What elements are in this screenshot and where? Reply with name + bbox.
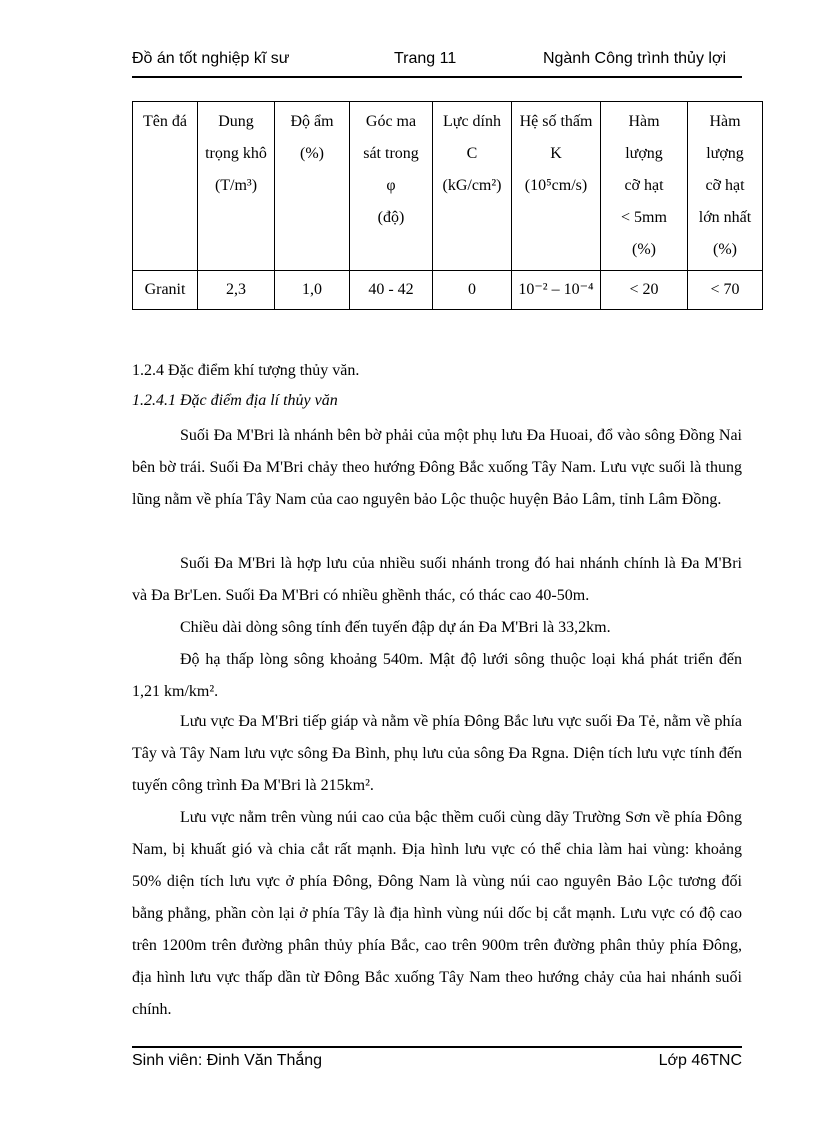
col-header-friction-angle: Góc ma sát trong φ (độ) [350, 102, 433, 271]
header-page-number: Trang 11 [394, 50, 457, 67]
rock-properties-table [132, 101, 763, 310]
paragraph-2: Suối Đa M'Bri là hợp lưu của nhiều suối nhánh trong đó hai nhánh chính là Đa M'Bri và Đa Br'Len. Suối Đa M'Bri có nhiều ghềnh thác, có thác cao 40-50m. [132, 555, 742, 604]
col-header-moisture: Độ ẩm (%) [275, 102, 350, 271]
cell-rock-type: Granit [133, 271, 198, 310]
paragraph-5: Lưu vực Đa M'Bri tiếp giáp và nằm về phía Đông Bắc lưu vực suối Đa Tẻ, nằm về phía Tây và Tây Nam lưu vực sông Đa Bình, phụ lưu của sông Đa Rgna. Diện tích lưu vực tính đến tuyến công trình Đa M'Bri là 215km². [132, 713, 742, 794]
subsection-heading: 1.2.4.1 Đặc điểm địa lí thủy văn [132, 392, 338, 409]
header-thesis-title: Đồ án tốt nghiệp kĩ sư [132, 50, 290, 67]
col-header-max-size: Hàm lượng cỡ hạt lớn nhất (%) [688, 102, 763, 271]
col-header-fine-content: Hàm lượng cỡ hạt < 5mm (%) [601, 102, 688, 271]
page-header [132, 50, 742, 74]
cell-friction-angle: 40 - 42 [350, 271, 433, 310]
col-header-permeability: Hệ số thấm K (10⁵cm/s) [512, 102, 601, 271]
paragraph-3: Chiều dài dòng sông tính đến tuyến đập dự án Đa M'Bri là 33,2km. [180, 619, 611, 636]
table-header-row [133, 102, 763, 271]
paragraph-1: Suối Đa M'Bri là nhánh bên bờ phải của một phụ lưu Đa Huoai, đổ vào sông Đồng Nai bên bờ trái. Suối Đa M'Bri chảy theo hướng Đông Bắc xuống Tây Nam. Lưu vực suối là thung lũng nằm về phía Tây Nam của cao nguyên bảo Lộc thuộc huyện Bảo Lâm, tỉnh Lâm Đồng. [132, 427, 742, 508]
cell-moisture: 1,0 [275, 271, 350, 310]
cell-permeability: 10⁻² – 10⁻⁴ [512, 271, 601, 310]
col-header-cohesion: Lực dính C (kG/cm²) [433, 102, 512, 271]
footer-student: Sinh viên: Đinh Văn Thắng [132, 1052, 323, 1069]
header-rule [132, 76, 742, 78]
cell-dry-density: 2,3 [198, 271, 275, 310]
footer-rule [132, 1046, 742, 1048]
cell-cohesion: 0 [433, 271, 512, 310]
section-heading: 1.2.4 Đặc điểm khí tượng thủy văn. [132, 362, 360, 379]
table-row [133, 271, 763, 310]
header-department: Ngành Công trình thủy lợi [542, 50, 726, 67]
col-header-rock-type: Tên đá [133, 102, 198, 271]
cell-fine-content: < 20 [601, 271, 688, 310]
col-header-dry-density: Dung trọng khô (T/m³) [198, 102, 275, 271]
page-footer [132, 1052, 742, 1076]
paragraph-4: Độ hạ thấp lòng sông khoảng 540m. Mật độ lưới sông thuộc loại khá phát triển đến 1,21 km/km². [132, 651, 742, 700]
cell-max-size: < 70 [688, 271, 763, 310]
paragraph-6: Lưu vực nằm trên vùng núi cao của bậc thềm cuối cùng dãy Trường Sơn về phía Đông Nam, bị khuất gió và chia cắt rất mạnh. Địa hình lưu vực có thể chia làm hai vùng: khoảng 50% diện tích lưu vực ở phía Đông, Đông Nam là vùng núi cao nguyên Bảo Lộc tương đối bằng phẳng, phần còn lại ở phía Tây là địa hình vùng núi dốc bị cắt mạnh. Lưu vực có độ cao trên 1200m trên đường phân thủy phía Bắc, cao trên 900m trên đường phân thủy phía Đông, địa hình lưu vực thấp dần từ Đông Bắc xuống Tây Nam theo hướng chảy của hai nhánh suối chính. [132, 809, 742, 1018]
footer-class: Lớp 46TNC [658, 1052, 742, 1069]
